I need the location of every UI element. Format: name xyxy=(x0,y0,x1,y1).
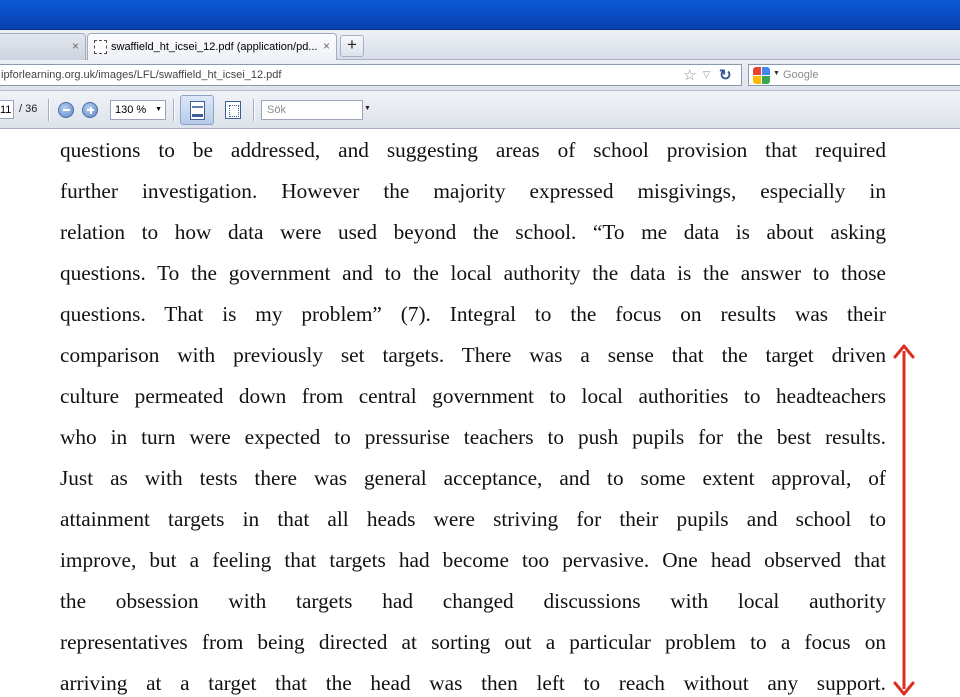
document-line: attainment targets in that all heads were striving for their pupils and school to xyxy=(60,507,886,531)
document-line: questions. To the government and to the local authority the data is the answer to those xyxy=(60,261,886,285)
search-bar[interactable] xyxy=(748,64,960,86)
toolbar-separator xyxy=(173,99,175,121)
document-line: representatives from being directed at sorting out a particular problem to a focus on xyxy=(60,630,886,654)
dropdown-arrow-icon[interactable]: ▽ xyxy=(703,69,710,79)
zoom-out-icon[interactable] xyxy=(58,102,74,118)
tab-bar xyxy=(0,30,960,60)
close-icon[interactable]: × xyxy=(71,39,79,53)
pdf-toolbar xyxy=(0,91,960,129)
document-line: relation to how data were used beyond the school. “To me data is about asking xyxy=(60,220,886,244)
tab-previous[interactable] xyxy=(0,33,86,60)
toolbar-separator xyxy=(253,99,255,121)
google-icon[interactable] xyxy=(753,67,770,84)
url-text[interactable]: ipforlearning.org.uk/images/LFL/swaffield_ht_icsei_12.pdf xyxy=(1,69,282,81)
document-line: culture permeated down from central government to local authorities to headteachers xyxy=(60,384,886,408)
document-line: who in turn were expected to pressurise teachers to push pupils for the best results. xyxy=(60,425,886,449)
new-tab-button[interactable]: + xyxy=(340,35,364,57)
navigation-bar xyxy=(0,60,960,91)
pdf-page xyxy=(0,130,960,697)
tab-pdf[interactable] xyxy=(87,33,337,60)
document-line: questions to be addressed, and suggesting areas of school provision that required xyxy=(60,138,886,162)
find-input[interactable]: Sök xyxy=(261,100,363,120)
document-line: the obsession with targets had changed discussions with local authority xyxy=(60,589,886,613)
window-titlebar xyxy=(0,0,960,30)
page-number-input[interactable]: 11 xyxy=(0,100,14,119)
url-bar[interactable] xyxy=(0,64,742,86)
fit-page-icon[interactable] xyxy=(225,101,241,119)
tab-title: swaffield_ht_icsei_12.pdf (application/pd... xyxy=(111,41,318,53)
fit-width-icon[interactable] xyxy=(180,95,214,125)
document-line: comparison with previously set targets. There was a sense that the target driven xyxy=(60,343,886,367)
page-total: / 36 xyxy=(19,103,38,115)
toolbar-separator xyxy=(48,99,50,121)
zoom-select[interactable] xyxy=(110,100,166,120)
page-icon xyxy=(94,40,107,54)
document-line: arriving at a target that the head was then left to reach without any support. xyxy=(60,671,886,695)
chevron-down-icon[interactable]: ▼ xyxy=(364,105,371,112)
star-icon[interactable]: ☆ xyxy=(683,67,697,84)
zoom-value: 130 % xyxy=(115,104,147,116)
document-line: Just as with tests there was general acceptance, and to some extent approval, of xyxy=(60,466,886,490)
document-line: further investigation. However the majority expressed misgivings, especially in xyxy=(60,179,886,203)
document-text xyxy=(60,130,886,697)
search-input[interactable]: Google xyxy=(783,69,819,81)
chevron-down-icon[interactable]: ▼ xyxy=(773,70,780,77)
zoom-in-icon[interactable] xyxy=(82,102,98,118)
reload-icon[interactable]: ↻ xyxy=(719,67,732,84)
document-line: questions. That is my problem” (7). Integral to the focus on results was their xyxy=(60,302,886,326)
chevron-down-icon: ▼ xyxy=(155,106,162,113)
double-arrow-annotation xyxy=(890,343,918,697)
document-line: improve, but a feeling that targets had become too pervasive. One head observed that xyxy=(60,548,886,572)
close-icon[interactable]: × xyxy=(322,39,330,53)
